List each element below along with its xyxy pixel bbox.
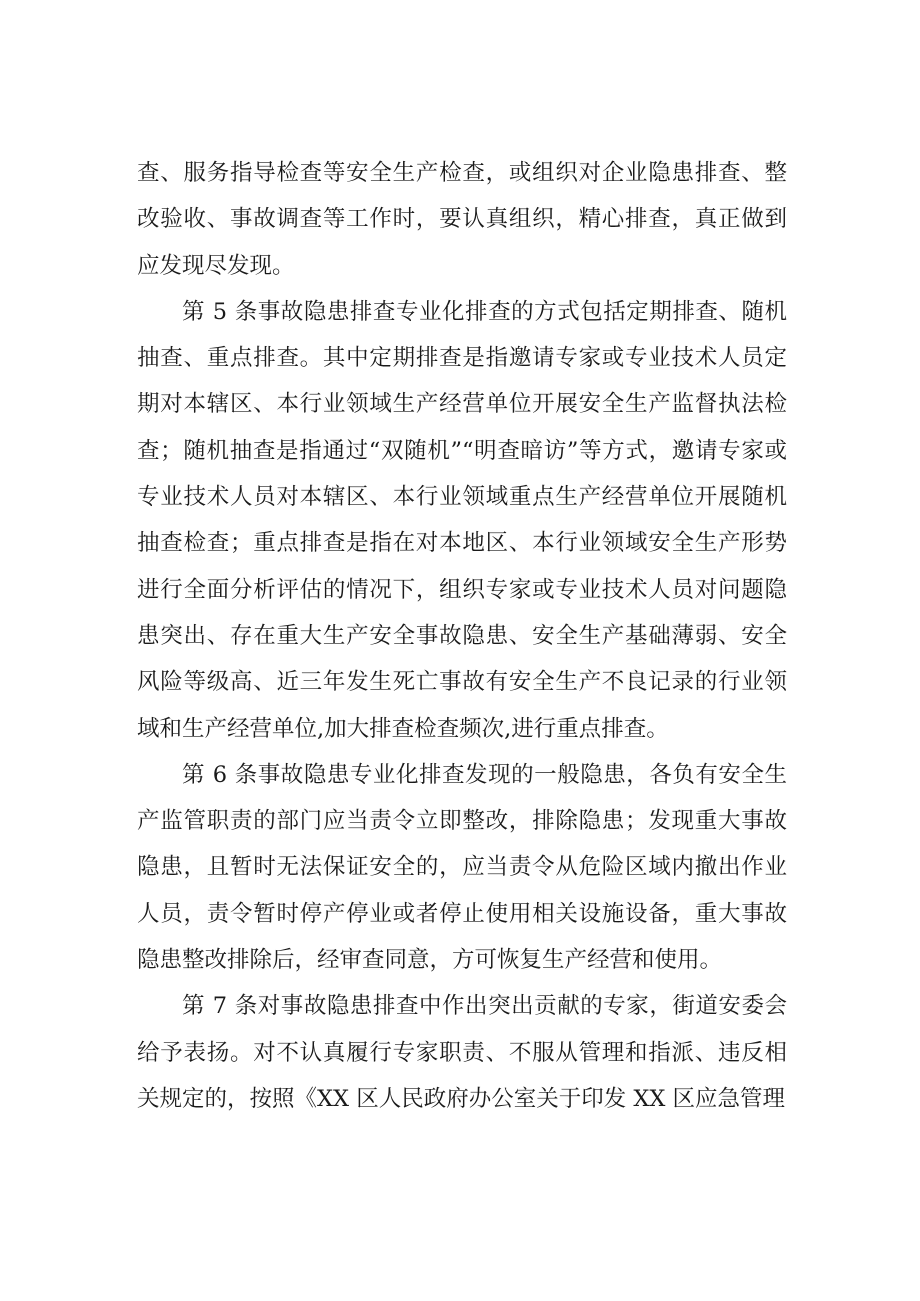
document-body (137, 150, 787, 1122)
paragraph-article-6: 第 6 条事故隐患专业化排查发现的一般隐患，各负有安全生产监管职责的部门应当责令立即整改，排除隐患；发现重大事故隐患，且暂时无法保证安全的，应当责令从危险区域内撤出作业人员，责令暂时停产停业或者停止使用相关设施设备，重大事故隐患整改排除后，经审查同意，方可恢复生产经营和使用。 (137, 761, 787, 974)
paragraph-article-7: 第 7 条对事故隐患排查中作出突出贡献的专家，街道安委会给予表扬。对不认真履行专家职责、不服从管理和指派、违反相关规定的，按照《XX 区人民政府办公室关于印发 XX 区应急管理 (137, 993, 787, 1112)
paragraph-article-5: 第 5 条事故隐患排查专业化排查的方式包括定期排查、随机抽查、重点排查。其中定期排查是指邀请专家或专业技术人员定期对本辖区、本行业领域生产经营单位开展安全生产监督执法检查；随机抽查是指通过“双随机”“明查暗访”等方式，邀请专家或专业技术人员对本辖区、本行业领域重点生产经营单位开展随机抽查检查；重点排查是指在对本地区、本行业领域安全生产形势进行全面分析评估的情况下，组织专家或专业技术人员对问题隐患突出、存在重大生产安全事故隐患、安全生产基础薄弱、安全风险等级高、近三年发生死亡事故有安全生产不良记录的行业领域和生产经营单位,加大排查检查频次,进行重点排查。 (137, 298, 787, 742)
paragraph-continuation: 查、服务指导检查等安全生产检查，或组织对企业隐患排查、整改验收、事故调查等工作时，要认真组织，精心排查，真正做到应发现尽发现。 (137, 160, 787, 279)
